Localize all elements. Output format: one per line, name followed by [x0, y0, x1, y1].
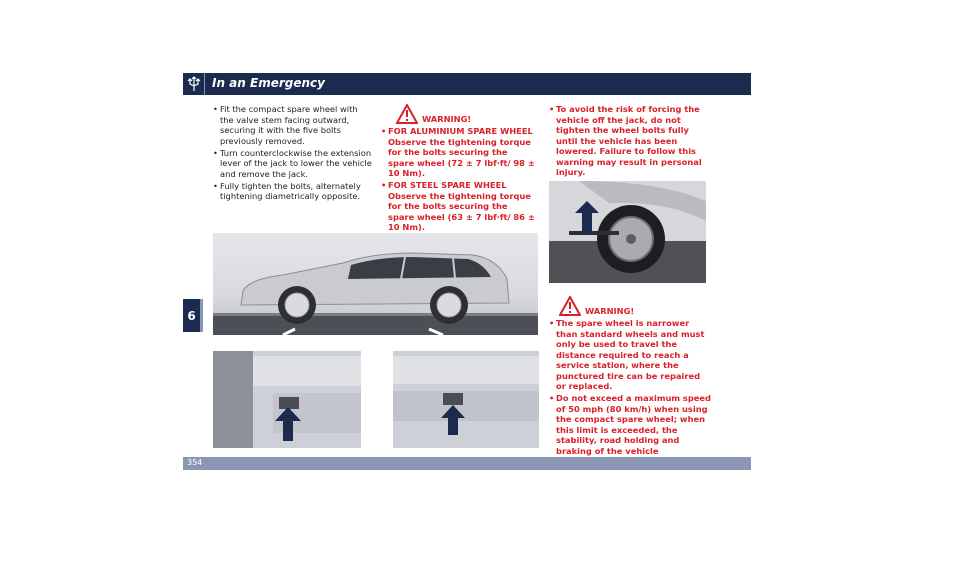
warning-label: WARNING!	[422, 113, 472, 124]
warning-header	[381, 104, 536, 124]
right-column-bottom	[549, 296, 711, 458]
list-item: • Do not exceed a maximum speed of 50 mph (80 km/h) when using the compact spare wheel; when this limit is exceeded, the stability, road holding and braking of the vehicle	[549, 393, 711, 456]
car-side-view-illustration	[213, 233, 538, 335]
warning-triangle-icon	[396, 104, 418, 124]
list-item: • Turn counterclockwise the extension lever of the jack to lower the vehicle and remove the jack.	[213, 148, 373, 180]
warning-triangle-icon	[559, 296, 581, 316]
middle-column	[381, 104, 536, 234]
jack-point-detail-rear	[393, 351, 539, 448]
footer-bar	[183, 457, 751, 470]
list-item: • FOR ALUMINIUM SPARE WHEEL Observe the tightening torque for the bolts securing the spare wheel (72 ± 7 lbf·ft/ 98 ± 10 Nm).	[381, 126, 536, 179]
chapter-tab: 6	[183, 299, 200, 332]
list-item: • Fully tighten the bolts, alternately tightening diametrically opposite.	[213, 181, 373, 202]
list-item: • The spare wheel is narrower than standard wheels and must only be used to travel the distance required to reach a service station, where the punctured tire can be repaired or replaced.	[549, 318, 711, 392]
jack-point-detail-front	[213, 351, 361, 448]
warning-label: WARNING!	[585, 305, 635, 316]
warning-header	[549, 296, 711, 316]
section-title: In an Emergency	[212, 76, 325, 90]
list-item: • To avoid the risk of forcing the vehicle off the jack, do not tighten the wheel bolts fully until the vehicle has been lowered. Failure to follow this warning may result in personal injury.	[549, 104, 709, 178]
list-item: • Fit the compact spare wheel with the valve stem facing outward, securing it with the five bolts previously removed.	[213, 104, 373, 146]
trident-logo-icon	[183, 73, 205, 95]
page-number: 354	[187, 458, 203, 467]
spare-wheel-photo	[549, 181, 706, 283]
chapter-tab-edge	[200, 299, 203, 332]
right-column-top	[549, 104, 709, 179]
left-column	[213, 104, 373, 203]
list-item: • FOR STEEL SPARE WHEEL Observe the tightening torque for the bolts securing the spare wheel (63 ± 7 lbf·ft/ 86 ± 10 Nm).	[381, 180, 536, 233]
